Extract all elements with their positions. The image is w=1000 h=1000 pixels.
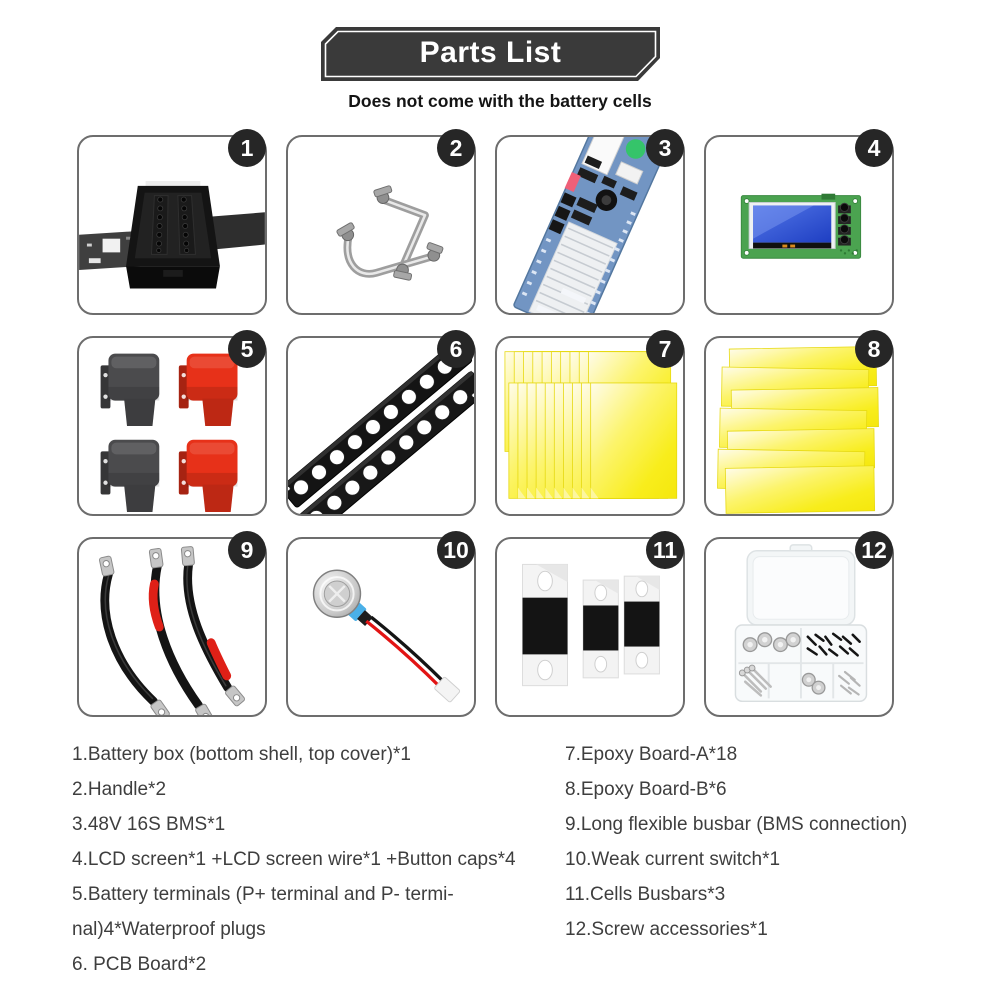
parts-list-line: 8.Epoxy Board-B*6 xyxy=(565,779,727,800)
parts-list-line: 11.Cells Busbars*3 xyxy=(565,884,726,905)
parts-list-line: 6. PCB Board*2 xyxy=(72,954,207,975)
parts-list-line: 7.Epoxy Board-A*18 xyxy=(565,744,738,765)
card-handle xyxy=(286,135,476,315)
parts-list-line: 12.Screw accessories*1 xyxy=(565,919,768,940)
number-badge: 12 xyxy=(855,531,893,569)
number-badge: 2 xyxy=(437,129,475,167)
parts-list-line: 10.Weak current switch*1 xyxy=(565,849,781,870)
parts-grid xyxy=(77,135,894,717)
parts-list-line: 3.48V 16S BMS*1 xyxy=(72,814,226,835)
card-bms xyxy=(495,135,685,315)
card-pcb-board xyxy=(286,336,476,516)
parts-list-left-column xyxy=(72,737,552,982)
page-title: Parts List xyxy=(419,36,562,69)
card-battery-terminals xyxy=(77,336,267,516)
number-badge: 8 xyxy=(855,330,893,368)
card-cells-busbars xyxy=(495,537,685,717)
card-battery-box xyxy=(77,135,267,315)
number-badge: 11 xyxy=(646,531,684,569)
parts-list-line: 4.LCD screen*1 +LCD screen wire*1 +Button caps*4 xyxy=(72,849,516,870)
card-epoxy-board-a xyxy=(495,336,685,516)
number-badge: 9 xyxy=(228,531,266,569)
card-epoxy-board-b xyxy=(704,336,894,516)
card-flexible-busbar xyxy=(77,537,267,717)
subtitle: Does not come with the battery cells xyxy=(348,91,652,111)
parts-list-banner xyxy=(321,27,660,81)
card-weak-current-switch xyxy=(286,537,476,717)
card-lcd-screen xyxy=(704,135,894,315)
number-badge: 4 xyxy=(855,129,893,167)
number-badge: 3 xyxy=(646,129,684,167)
number-badge: 1 xyxy=(228,129,266,167)
parts-list-line: nal)4*Waterproof plugs xyxy=(72,919,266,940)
number-badge: 5 xyxy=(228,330,266,368)
parts-list-line: 2.Handle*2 xyxy=(72,779,167,800)
parts-list-line: 9.Long flexible busbar (BMS connection) xyxy=(565,814,908,835)
parts-list-right-column xyxy=(565,737,995,947)
number-badge: 6 xyxy=(437,330,475,368)
card-screw-accessories xyxy=(704,537,894,717)
parts-list-line: 5.Battery terminals (P+ terminal and P- termi- xyxy=(72,884,454,905)
parts-list-line: 1.Battery box (bottom shell, top cover)*1 xyxy=(72,744,411,765)
number-badge: 10 xyxy=(437,531,475,569)
number-badge: 7 xyxy=(646,330,684,368)
